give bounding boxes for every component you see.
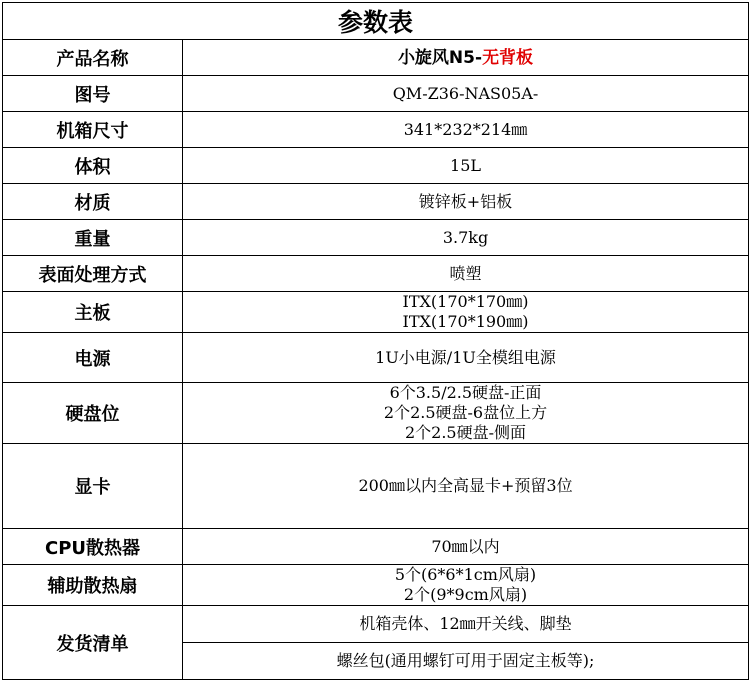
table-row — [3, 40, 749, 76]
row-label: 图号 — [3, 76, 183, 112]
table-row — [3, 112, 749, 148]
row-value — [183, 148, 749, 184]
value-line: 15L — [450, 155, 481, 175]
row-label: 重量 — [3, 220, 183, 256]
product-name-accent: 无背板 — [482, 47, 534, 68]
row-value — [183, 256, 749, 292]
row-label: 表面处理方式 — [3, 256, 183, 292]
table-row — [3, 333, 749, 383]
table-row — [3, 256, 749, 292]
table-row — [3, 606, 749, 643]
parameter-table — [2, 2, 749, 680]
row-label: 体积 — [3, 148, 183, 184]
shipping-item: 螺丝包(通用螺钉可用于固定主板等); — [183, 643, 749, 680]
table-row — [3, 76, 749, 112]
table-row — [3, 444, 749, 529]
value-line: 6个3.5/2.5硬盘-正面 — [389, 383, 542, 402]
row-value — [183, 76, 749, 112]
value-line: 1U小电源/1U全模组电源 — [375, 347, 556, 367]
table-row — [3, 529, 749, 565]
table-row — [3, 184, 749, 220]
value-line: 70㎜以内 — [431, 536, 500, 556]
shipping-item: 机箱壳体、12㎜开关线、脚垫 — [183, 606, 749, 643]
row-value — [183, 565, 749, 606]
table-row — [3, 220, 749, 256]
row-label: 材质 — [3, 184, 183, 220]
value-line: QM-Z36-NAS05A- — [392, 83, 539, 103]
value-line: 341*232*214㎜ — [403, 119, 528, 139]
row-label: 显卡 — [3, 444, 183, 529]
row-label: 机箱尺寸 — [3, 112, 183, 148]
product-name-main: 小旋风N5- — [397, 47, 483, 68]
row-value — [183, 529, 749, 565]
row-label: 主板 — [3, 292, 183, 333]
row-value — [183, 292, 749, 333]
row-value — [183, 333, 749, 383]
value-line: 5个(6*6*1cm风扇) — [394, 565, 537, 584]
row-value — [183, 184, 749, 220]
row-label: 电源 — [3, 333, 183, 383]
value-line: 3.7kg — [442, 227, 489, 247]
value-line: 2个(9*9cm风扇) — [403, 585, 528, 604]
table-row — [3, 148, 749, 184]
table-title: 参数表 — [3, 3, 749, 40]
value-line: 200㎜以内全高显卡+预留3位 — [358, 476, 573, 495]
row-value — [183, 444, 749, 529]
value-line: 镀锌板+铝板 — [418, 191, 513, 211]
row-label: CPU散热器 — [3, 529, 183, 565]
value-line: 2个2.5硬盘-侧面 — [404, 423, 527, 442]
value-line: ITX(170*190㎜) — [402, 312, 529, 331]
row-label: 辅助散热扇 — [3, 565, 183, 606]
product-name-value — [183, 40, 749, 76]
title-row — [3, 3, 749, 40]
shipping-label: 发货清单 — [3, 606, 183, 680]
table-row — [3, 292, 749, 333]
table-row — [3, 565, 749, 606]
value-line: ITX(170*170㎜) — [402, 292, 529, 311]
row-label: 硬盘位 — [3, 383, 183, 444]
row-value — [183, 220, 749, 256]
row-value — [183, 112, 749, 148]
row-value — [183, 383, 749, 444]
value-line: 喷塑 — [449, 263, 482, 283]
value-line: 2个2.5硬盘-6盘位上方 — [383, 403, 548, 422]
table-row — [3, 383, 749, 444]
row-label: 产品名称 — [3, 40, 183, 76]
